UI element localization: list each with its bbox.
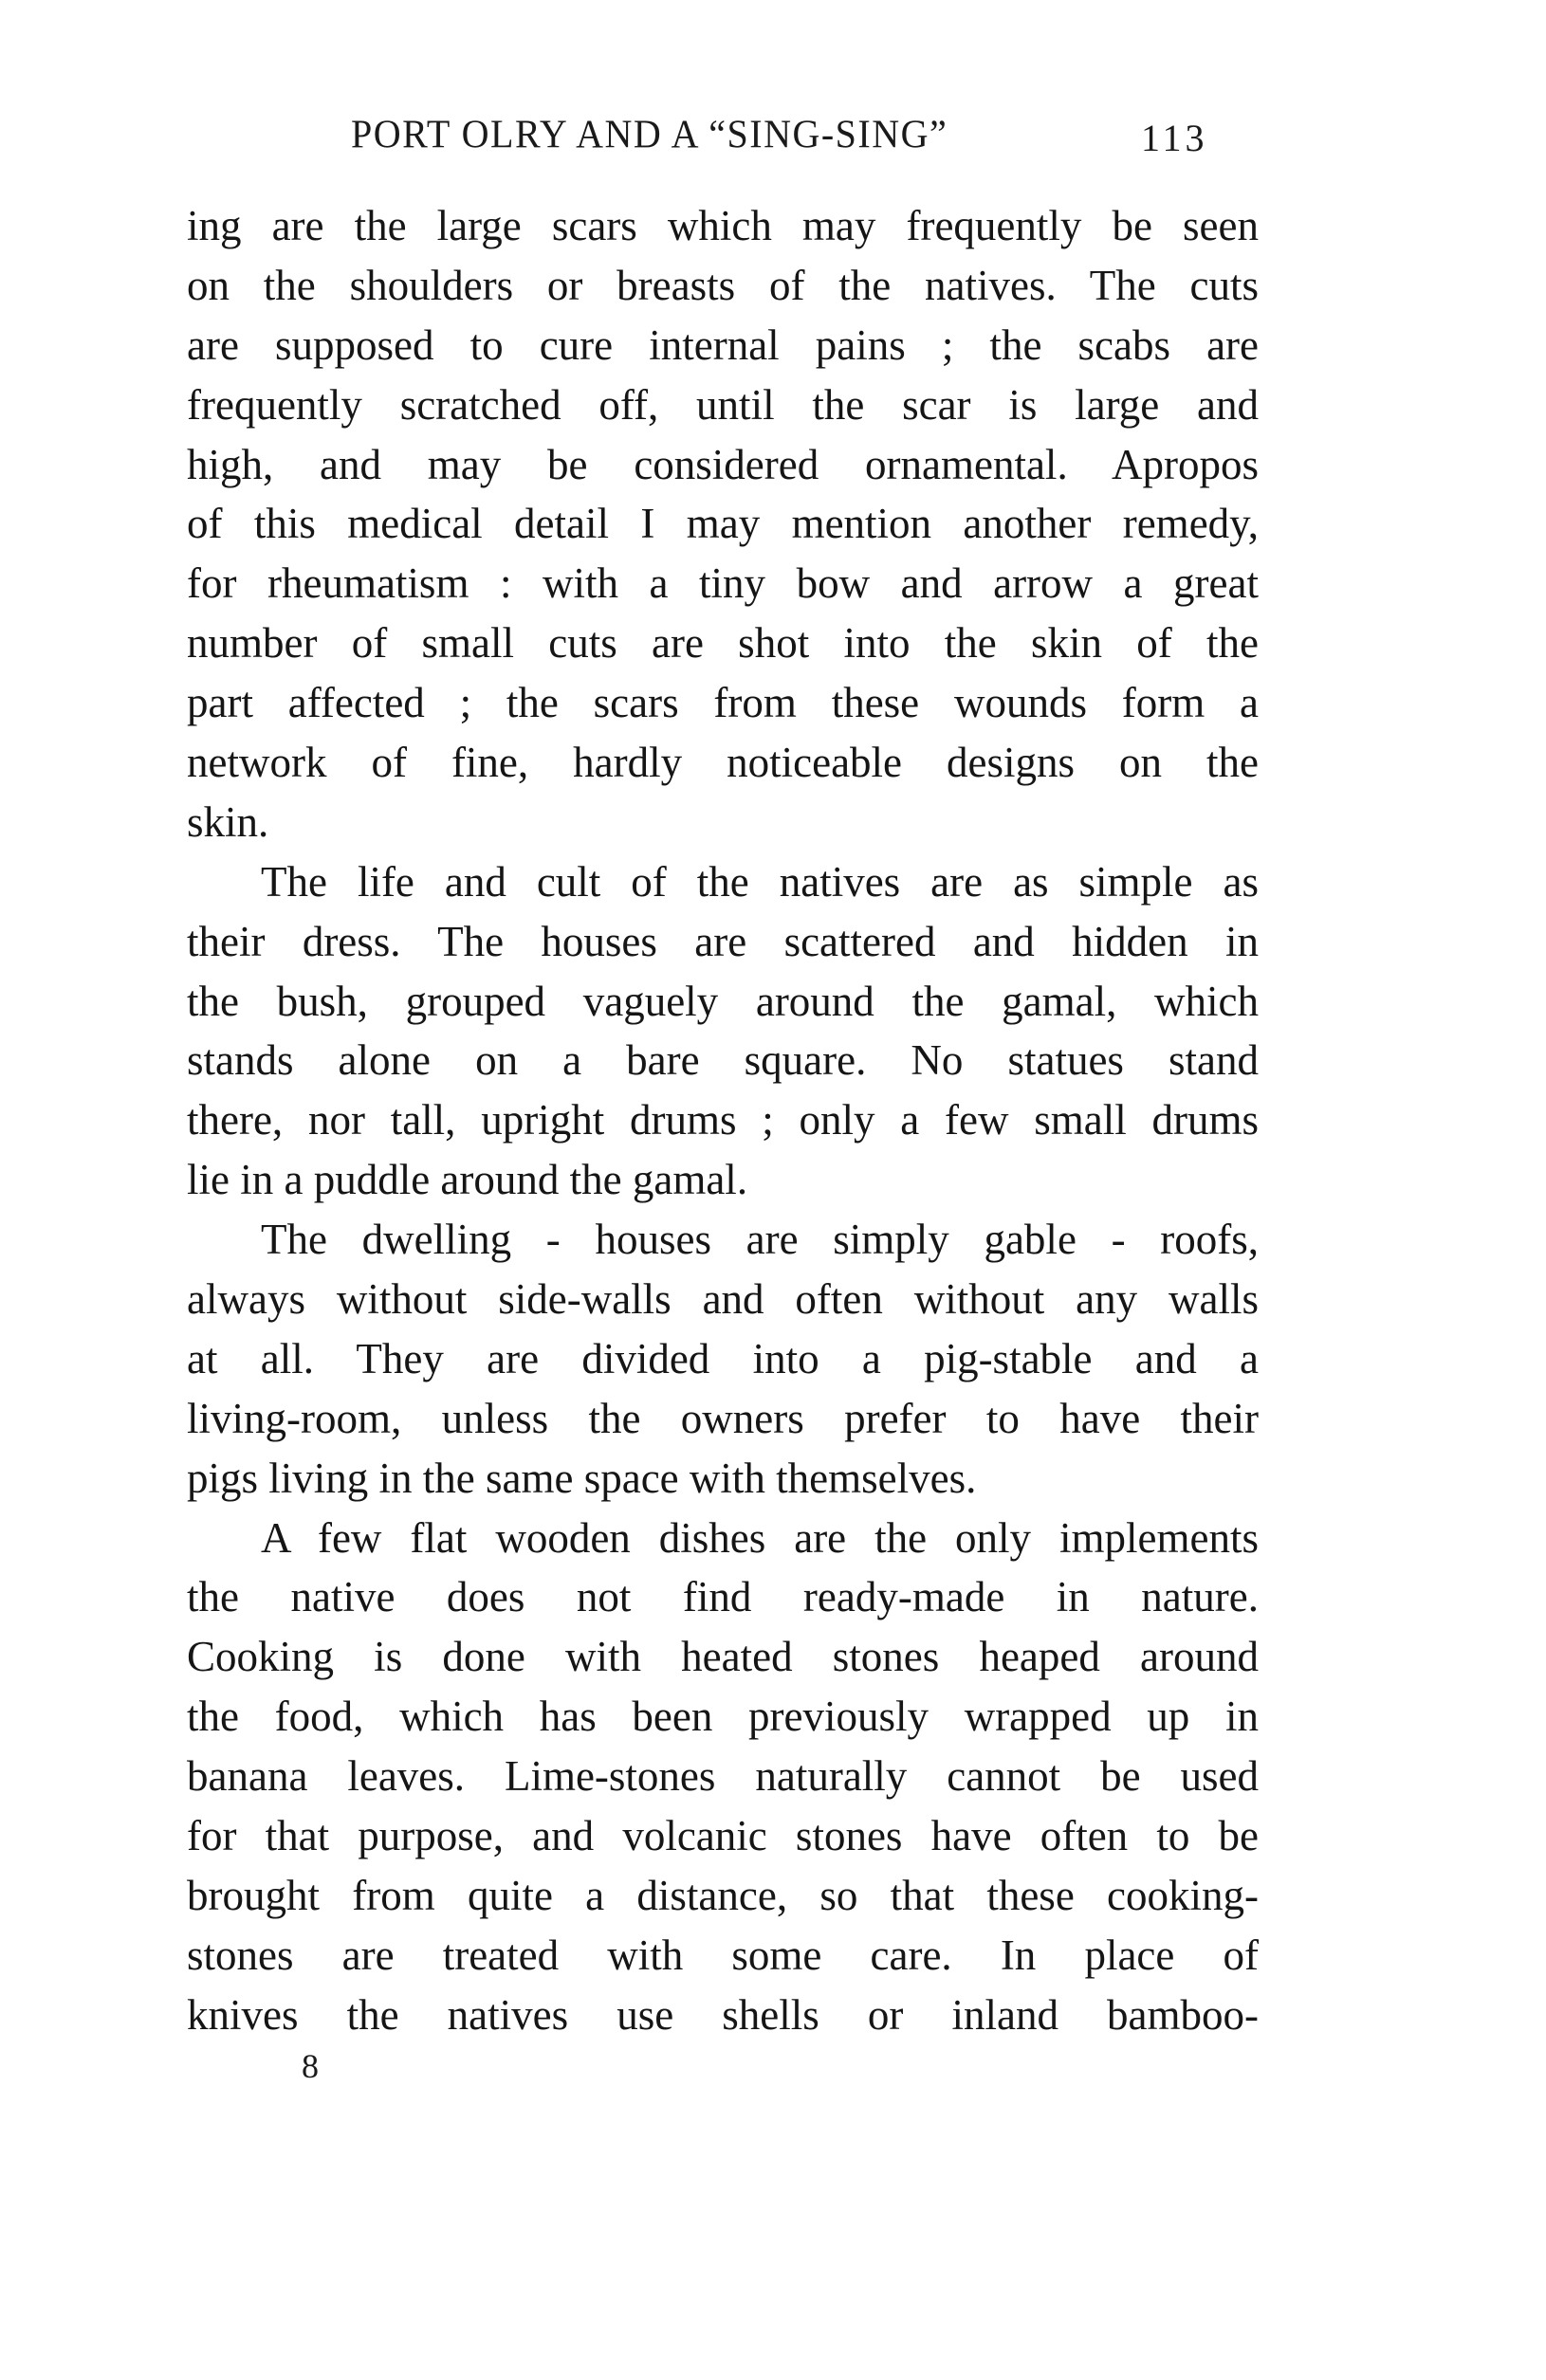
text-line: lie in a puddle around the gamal. — [187, 1156, 748, 1204]
text-line: stones are treated with some care. In place of — [187, 1931, 1259, 1979]
text-line: always without side-walls and often without any walls — [187, 1275, 1259, 1324]
text-line: of this medical detail I may mention another remedy, — [187, 500, 1259, 548]
body-text — [187, 196, 1259, 2045]
text-line: Cooking is done with heated stones heaped around — [187, 1633, 1259, 1681]
text-line: for that purpose, and volcanic stones have often to be — [187, 1812, 1259, 1860]
text-line: their dress. The houses are scattered and hidden in — [187, 917, 1259, 965]
text-line: high, and may be considered ornamental. Apropos — [187, 440, 1259, 488]
text-line: stands alone on a bare square. No statues stand — [187, 1036, 1259, 1085]
text-line: are supposed to cure internal pains ; the scabs are — [187, 320, 1259, 369]
text-line: living-room, unless the owners prefer to have their — [187, 1394, 1259, 1442]
text-line: on the shoulders or breasts of the natives. The cuts — [187, 261, 1259, 309]
text-line: A few flat wooden dishes are the only implements — [261, 1513, 1259, 1562]
text-line: The life and cult of the natives are as simple as — [261, 857, 1259, 906]
text-line: there, nor tall, upright drums ; only a few small drums — [187, 1096, 1259, 1144]
text-line: knives the natives use shells or inland bamboo- — [187, 1990, 1259, 2039]
text-line: frequently scratched off, until the scar is large and — [187, 380, 1259, 429]
text-line: skin. — [187, 797, 269, 846]
running-head-title: PORT OLRY AND A “SING-SING” — [351, 111, 948, 157]
text-line: the food, which has been previously wrapped up in — [187, 1693, 1259, 1741]
text-line: for rheumatism : with a tiny bow and arrow a great — [187, 559, 1259, 608]
text-line: pigs living in the same space with themselves. — [187, 1454, 977, 1502]
page-number: 113 — [1141, 117, 1208, 159]
text-line: at all. They are divided into a pig-stable and a — [187, 1334, 1259, 1382]
signature-mark: 8 — [302, 2047, 319, 2085]
text-line: banana leaves. Lime-stones naturally cannot be used — [187, 1752, 1259, 1801]
text-line: part affected ; the scars from these wounds form a — [187, 679, 1259, 727]
text-line: the bush, grouped vaguely around the gamal, which — [187, 977, 1259, 1025]
text-line: network of fine, hardly noticeable designs on the — [187, 739, 1259, 787]
text-line: number of small cuts are shot into the skin of the — [187, 619, 1259, 668]
text-line: brought from quite a distance, so that these cooking- — [187, 1871, 1259, 1919]
text-line: ing are the large scars which may frequently be seen — [187, 202, 1259, 249]
text-line: The dwelling - houses are simply gable - roofs, — [261, 1216, 1259, 1264]
text-line: the native does not find ready-made in nature. — [187, 1573, 1259, 1621]
